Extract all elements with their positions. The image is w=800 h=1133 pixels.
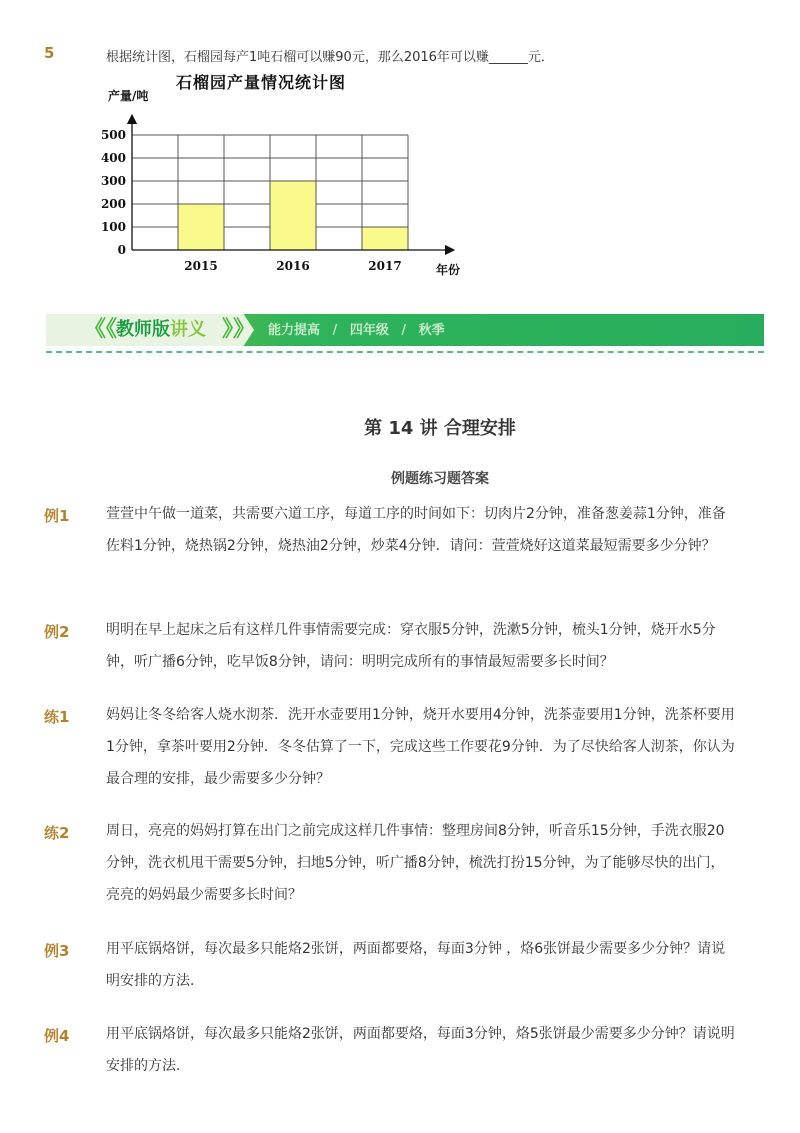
banner-title <box>116 318 206 342</box>
banner-tag-separator: / <box>332 323 338 338</box>
y-tick-label: 0 <box>117 243 126 257</box>
dashed-divider <box>46 351 764 353</box>
y-tick-label: 400 <box>100 151 126 165</box>
banner-tags <box>268 322 445 340</box>
chart-title: 石榴园产量情况统计图 <box>176 73 347 92</box>
problem-text: 妈妈让冬冬给客人烧水沏茶．洗开水壶要用1分钟，烧开水要用4分钟，洗茶壶要用1分钟，洗茶杯要用1分钟，拿茶叶要用2分钟．冬冬估算了一下，完成这些工作要花9分钟．为了尽快给客人沏茶，你认为最合理的安排，最少需要多少分钟？ <box>106 707 735 787</box>
y-tick-label: 200 <box>100 197 126 211</box>
problem-text: 用平底锅烙饼，每次最多只能烙2张饼，两面都要烙，每面3分钟，烙5张饼最少需要多少分钟？请说明安排的方法． <box>106 1026 735 1074</box>
question-text: 根据统计图，石榴园每产1吨石榴可以赚90元，那么2016年可以赚______元． <box>106 50 554 65</box>
banner-tag: 秋季 <box>418 323 445 338</box>
section-title: 例题练习题答案 <box>391 471 489 487</box>
banner-title-accent: 讲义 <box>170 319 206 340</box>
problem-text: 周日，亮亮的妈妈打算在出门之前完成这样几件事情：整理房间8分钟，听音乐15分钟，手洗衣服20分钟，洗衣机甩干需要5分钟，扫地5分钟，听广播8分钟，梳洗打扮15分钟，为了能够尽快的出门，亮亮的妈妈最少需要多长时间？ <box>106 823 725 903</box>
x-tick-label: 2016 <box>276 259 310 273</box>
problem-label: 例1 <box>44 507 70 525</box>
problem-text: 用平底锅烙饼，每次最多只能烙2张饼，两面都要烙，每面3分钟 ，烙6张饼最少需要多少分钟？请说明安排的方法． <box>106 941 726 989</box>
banner-title-main: 教师版 <box>116 319 170 340</box>
y-tick-label: 100 <box>100 220 126 234</box>
problem-text: 萱萱中午做一道菜，共需要六道工序，每道工序的时间如下：切肉片2分钟，准备葱姜蒜1分钟，准备佐料1分钟，烧热锅2分钟，烧热油2分钟，炒菜4分钟．请问：萱萱烧好这道菜最短需要多少分钟？ <box>106 506 726 554</box>
problem-label: 练2 <box>44 824 70 842</box>
x-tick-label: 2017 <box>368 259 402 273</box>
banner-tag: 能力提高 <box>268 323 321 338</box>
bar-2017 <box>362 227 408 250</box>
x-tick-label: 2015 <box>184 259 218 273</box>
y-tick-label: 300 <box>100 174 126 188</box>
double-chevron-right-icon: 》》 <box>222 317 256 342</box>
lecture-title: 第 14 讲 合理安排 <box>364 418 516 439</box>
problem-label: 例3 <box>44 942 70 960</box>
problem-label: 例2 <box>44 623 70 641</box>
problem-text: 明明在早上起床之后有这样几件事情需要完成：穿衣服5分钟，洗漱5分钟，梳头1分钟，烧开水5分钟，听广播6分钟，吃早饭8分钟，请问：明明完成所有的事情最短需要多长时间？ <box>106 622 716 670</box>
y-tick-label: 500 <box>100 128 126 142</box>
x-axis-label: 年份 <box>436 263 461 277</box>
banner-tag: 四年级 <box>349 323 389 338</box>
bar-chart <box>90 68 490 278</box>
double-chevron-left-icon: 《《 <box>84 317 118 342</box>
problem-label: 练1 <box>44 708 70 726</box>
problem-label: 例4 <box>44 1027 70 1045</box>
bar-2015 <box>178 204 224 250</box>
banner-tag-separator: / <box>401 323 407 338</box>
y-axis-label: 产量/吨 <box>108 89 149 103</box>
bar-2016 <box>270 181 316 250</box>
question-number: 5 <box>44 44 55 62</box>
